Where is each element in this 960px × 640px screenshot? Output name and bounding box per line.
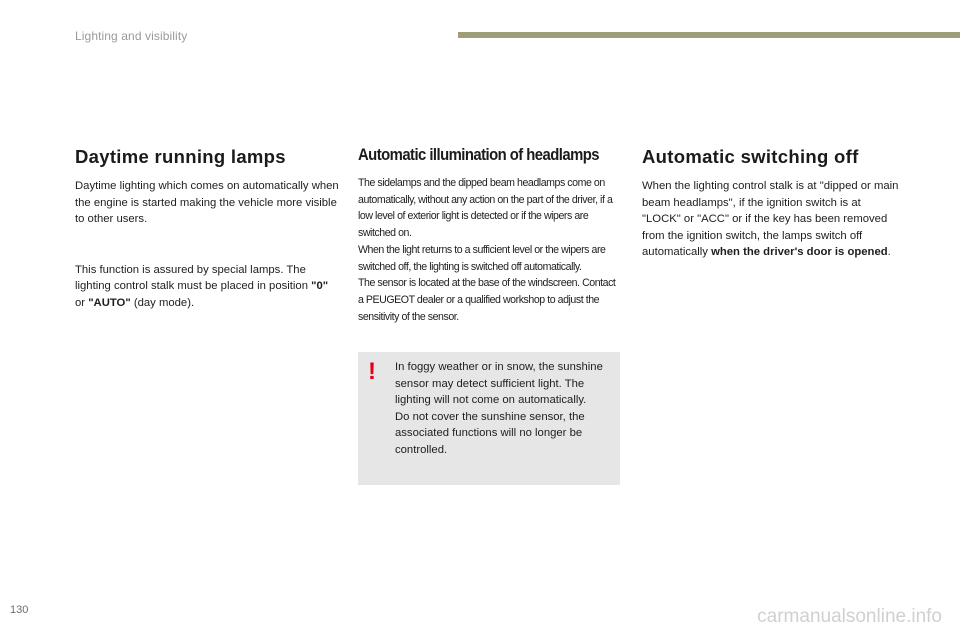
warning-paragraph-1: In foggy weather or in snow, the sunshine sensor may detect sufficient light. The lighting will not come on automatically. — [395, 361, 603, 406]
auto-off-text-c: . — [887, 246, 891, 258]
section-title: Lighting and visibility — [75, 29, 188, 43]
daytime-running-lamps-section — [75, 146, 340, 311]
automatic-switching-off-section — [642, 146, 902, 261]
auto-off-text-bold: when the driver's door is opened — [711, 246, 888, 258]
daytime-paragraph-1: Daytime lighting which comes on automatically when the engine is started making the vehicle more visible to other users. — [75, 180, 339, 225]
page-number: 130 — [10, 604, 29, 616]
warning-exclamation-icon: ! — [368, 358, 376, 385]
warning-text — [395, 359, 610, 458]
auto-illum-title: Automatic illumination of headlamps — [358, 146, 600, 164]
auto-illum-paragraph-2: When the light returns to a sufficient level or the wipers are switched off, the lighting is switched off automatically. — [358, 243, 606, 273]
auto-off-paragraph — [642, 178, 902, 261]
daytime-paragraph-2 — [75, 262, 340, 312]
header-bar — [458, 32, 960, 38]
watermark-logo: carmanualsonline.info — [757, 606, 942, 627]
warning-box — [358, 352, 620, 485]
daytime-title: Daytime running lamps — [75, 146, 286, 167]
automatic-illumination-section — [358, 146, 623, 325]
auto-illum-paragraph-1: The sidelamps and the dipped beam headlamps come on automatically, without any action on the part of the driver, if a low level of exterior light is detected or if the wipers are switched on. — [358, 177, 613, 240]
daytime-p2-text-c: or — [75, 296, 89, 309]
daytime-p2-text-a: This function is assured by special lamps. The lighting control stalk must be placed in position — [75, 263, 312, 292]
warning-paragraph-2: Do not cover the sunshine sensor, the associated functions will no longer be controlled. — [395, 410, 585, 456]
daytime-p2-text-e: (day mode). — [130, 296, 195, 309]
daytime-p2-position-auto: "AUTO" — [88, 296, 131, 309]
auto-off-text-a: When the lighting control stalk is at "dipped or main beam headlamps", if the ignition switch is at "LOCK" or "ACC" or if the key has been removed from the ignition switch, the lamps switch off automatically — [642, 180, 899, 258]
auto-illum-paragraph-3: The sensor is located at the base of the windscreen. Contact a PEUGEOT dealer or a qualified workshop to adjust the sensitivity of the sensor. — [358, 277, 616, 323]
auto-off-title: Automatic switching off — [642, 146, 859, 167]
daytime-p2-position-0: "0" — [311, 280, 329, 292]
